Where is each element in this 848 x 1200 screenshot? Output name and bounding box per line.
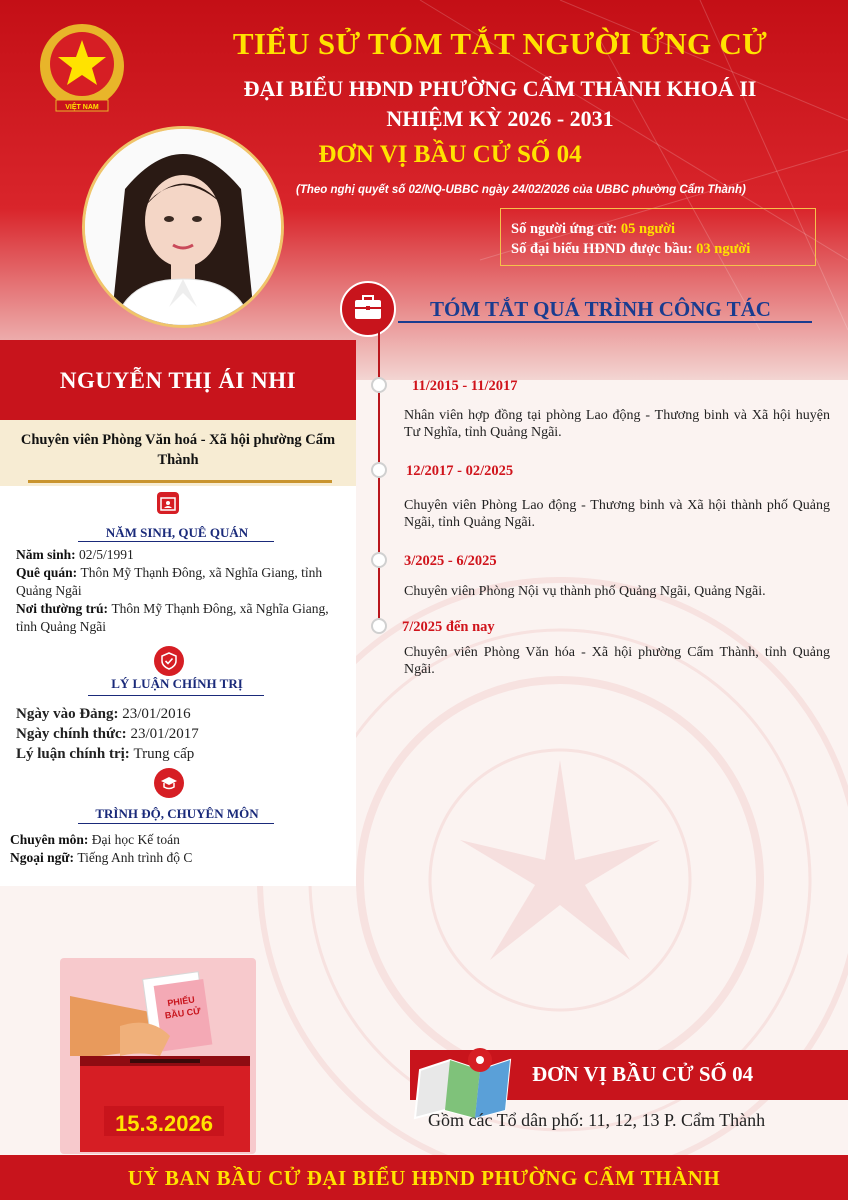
- emblem-text: VIỆT NAM: [65, 104, 99, 111]
- footer-text: UỶ BAN BẦU CỬ ĐẠI BIỂU HĐND PHƯỜNG CẨM THÀNH: [127, 1166, 721, 1190]
- timeline-dot: [371, 462, 387, 478]
- candidate-photo: [82, 126, 284, 328]
- birth-section-title: NĂM SINH, QUÊ QUÁN: [105, 525, 249, 540]
- council-subtitle: ĐẠI BIỂU HĐND PHƯỜNG CẨM THÀNH KHOÁ II: [243, 76, 757, 101]
- hometown-value: Thôn Mỹ Thạnh Đông, xã Nghĩa Giang, tỉnh Quảng Ngãi: [16, 565, 323, 598]
- candidates-label: Số người ứng cử:: [511, 221, 621, 237]
- politics-section-title: LÝ LUẬN CHÍNH TRỊ: [111, 676, 243, 691]
- ballot-card-text-1: PHIẾU: [166, 994, 196, 1009]
- candidates-value: 05 người: [620, 221, 676, 237]
- official-label: Ngày chính thức:: [16, 726, 131, 742]
- timeline-desc: Chuyên viên Phòng Nội vụ thành phố Quảng Ngãi, Quảng Ngãi.: [404, 584, 766, 599]
- counts-box: [500, 208, 816, 266]
- timeline-desc: Chuyên viên Phòng Lao động - Thương binh và Xã hội thành phố Quảng Ngãi, tỉnh Quảng Ngãi.: [404, 498, 830, 530]
- education-info: [10, 831, 350, 867]
- timeline-date: 11/2015 - 11/2017: [412, 378, 518, 394]
- dob-label: Năm sinh:: [16, 547, 80, 562]
- briefcase-icon: [340, 281, 396, 337]
- electoral-unit-title: ĐƠN VỊ BẦU CỬ SỐ 04: [318, 141, 582, 168]
- position-divider: [28, 480, 332, 483]
- calendar-user-icon: [157, 492, 179, 514]
- bottom-unit-title: ĐƠN VỊ BẦU CỬ SỐ 04: [532, 1062, 754, 1086]
- work-section-title: TÓM TẮT QUÁ TRÌNH CÔNG TÁC: [430, 297, 771, 321]
- dob-value: 02/5/1991: [79, 547, 134, 562]
- politics-section-line: [88, 695, 264, 696]
- join-label: Ngày vào Đảng:: [16, 706, 123, 722]
- work-title-underline: [398, 321, 812, 323]
- join-value: 23/01/2016: [122, 706, 191, 722]
- shield-check-icon: [154, 646, 184, 676]
- timeline-dot: [371, 377, 387, 393]
- ballot-box-illustration: [60, 956, 260, 1156]
- timeline-dot: [371, 552, 387, 568]
- timeline-date: 7/2025 đến nay: [402, 619, 495, 635]
- resolution-note: (Theo nghị quyết số 02/NQ-UBBC ngày 24/02/2026 của UBBC phường Cẩm Thành): [296, 184, 746, 196]
- timeline-line: [378, 330, 380, 630]
- birth-section-line: [78, 541, 274, 542]
- residence-value: Thôn Mỹ Thạnh Đông, xã Nghĩa Giang, tỉnh Quảng Ngãi: [16, 601, 329, 634]
- page-title: TIỂU SỬ TÓM TẮT NGƯỜI ỨNG CỬ: [232, 26, 768, 61]
- official-value: 23/01/2017: [130, 726, 199, 742]
- timeline-desc: Nhân viên hợp đồng tại phòng Lao động - Thương binh và Xã hội huyện Tư Nghĩa, tỉnh Quảng Ngãi.: [404, 408, 830, 440]
- national-emblem-icon: [34, 20, 130, 116]
- major-value: Đại học Kế toán: [91, 832, 180, 847]
- residence-label: Nơi thường trú:: [16, 601, 112, 616]
- education-section-title: TRÌNH ĐỘ, CHUYÊN MÔN: [95, 806, 259, 821]
- theory-value: Trung cấp: [133, 746, 195, 762]
- delegates-label: Số đại biểu HĐND được bầu:: [511, 241, 697, 257]
- education-section-line: [78, 823, 274, 824]
- candidate-name: NGUYỄN THỊ ÁI NHI: [59, 368, 297, 393]
- timeline-date: 12/2017 - 02/2025: [406, 463, 514, 479]
- timeline-dot: [371, 618, 387, 634]
- graduation-cap-icon: [154, 768, 184, 798]
- timeline-desc: Chuyên viên Phòng Văn hóa - Xã hội phường Cẩm Thành, tỉnh Quảng Ngãi.: [404, 645, 830, 677]
- timeline-date: 3/2025 - 6/2025: [404, 553, 497, 569]
- delegates-value: 03 người: [696, 241, 751, 257]
- language-label: Ngoại ngữ:: [10, 850, 78, 865]
- major-label: Chuyên môn:: [10, 832, 92, 847]
- birth-info: [16, 546, 346, 636]
- candidate-position: Chuyên viên Phòng Văn hoá - Xã hội phường Cẩm Thành: [20, 432, 336, 468]
- ballot-date: 15.3.2026: [115, 1111, 213, 1136]
- hometown-label: Quê quán:: [16, 565, 81, 580]
- bottom-unit-desc: Gồm các Tổ dân phố: 11, 12, 13 P. Cẩm Thành: [428, 1110, 766, 1130]
- language-value: Tiếng Anh trình độ C: [77, 850, 193, 865]
- term-subtitle: NHIỆM KỲ 2026 - 2031: [386, 106, 614, 131]
- map-icon: [410, 1040, 520, 1120]
- theory-label: Lý luận chính trị:: [16, 746, 134, 762]
- politics-info: [16, 704, 346, 764]
- ballot-card-text-2: BẦU CỬ: [164, 1005, 202, 1021]
